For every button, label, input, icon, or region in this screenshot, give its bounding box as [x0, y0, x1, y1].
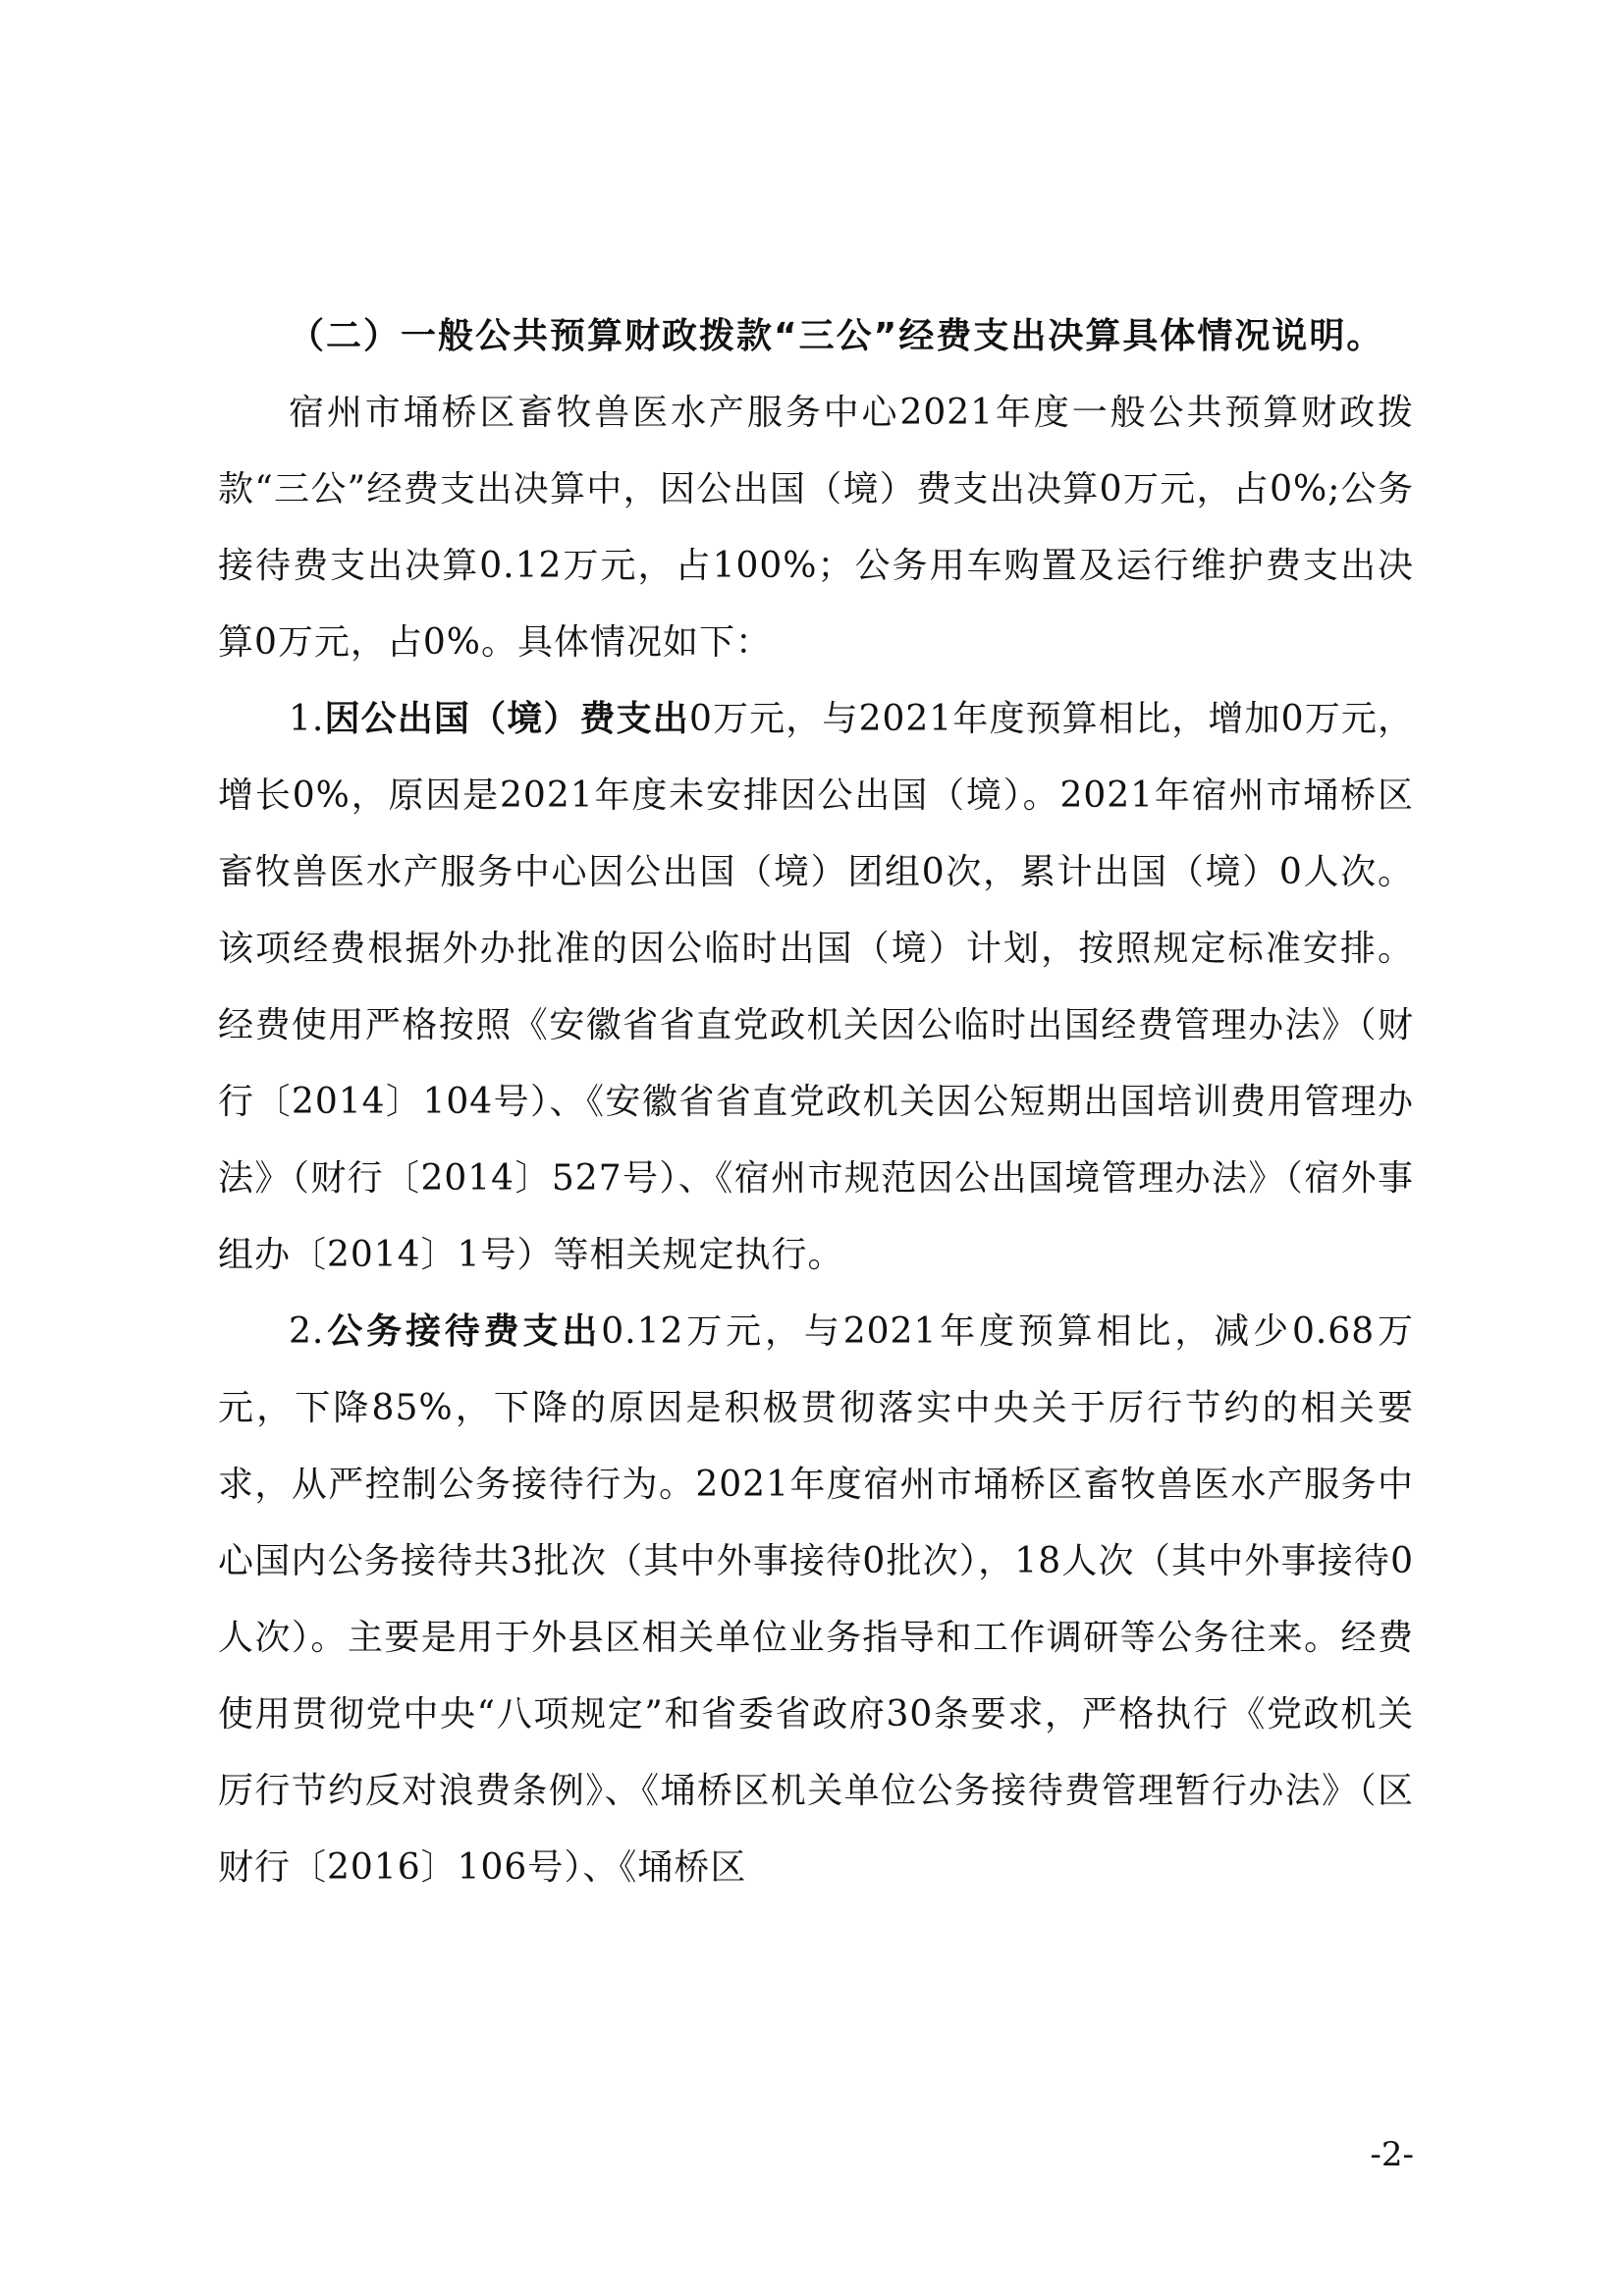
item-2-number: 2. [289, 1311, 325, 1352]
intro-paragraph: 宿州市埇桥区畜牧兽医水产服务中心2021年度一般公共预算财政拨款“三公”经费支出决算中，因公出国（境）费支出决算0万元，占0%;公务接待费支出决算0.12万元，占100%；公务用车购置及运行维护费支出决算0万元，占0%。具体情况如下： [218, 393, 1414, 663]
item-2-lead: 公务接待费支出 [324, 1311, 602, 1352]
item-2-paragraph [218, 1294, 1414, 1906]
item-1-number: 1. [289, 699, 325, 739]
item-1-lead: 因公出国（境）费支出 [324, 699, 689, 739]
section-heading: （二）一般公共预算财政拨款“三公”经费支出决算具体情况说明。 [289, 316, 1384, 356]
item-1-text: 0万元，与2021年度预算相比，增加0万元，增长0%，原因是2021年度未安排因公出国（境）。2021年宿州市埇桥区畜牧兽医水产服务中心因公出国（境）团组0次，累计出国（境）0人次。该项经费根据外办批准的因公临时出国（境）计划，按照规定标准安排。经费使用严格按照《安徽省省直党政机关因公临时出国经费管理办法》（财行〔2014〕104号）、《安徽省省直党政机关因公短期出国培训费用管理办法》（财行〔2014〕527号）、《宿州市规范因公出国境管理办法》（宿外事组办〔2014〕1号）等相关规定执行。 [218, 699, 1414, 1275]
item-1-paragraph [218, 681, 1414, 1294]
page-number: -2- [1370, 2135, 1414, 2174]
document-body [218, 298, 1414, 1906]
item-2-text: 0.12万元，与2021年度预算相比，减少0.68万元，下降85%，下降的原因是积极贯彻落实中央关于厉行节约的相关要求，从严控制公务接待行为。2021年度宿州市埇桥区畜牧兽医水产服务中心国内公务接待共3批次（其中外事接待0批次），18人次（其中外事接待0人次）。主要是用于外县区相关单位业务指导和工作调研等公务往来。经费使用贯彻党中央“八项规定”和省委省政府30条要求，严格执行《党政机关厉行节约反对浪费条例》、《埇桥区机关单位公务接待费管理暂行办法》（区财行〔2016〕106号）、《埇桥区 [218, 1311, 1414, 1888]
